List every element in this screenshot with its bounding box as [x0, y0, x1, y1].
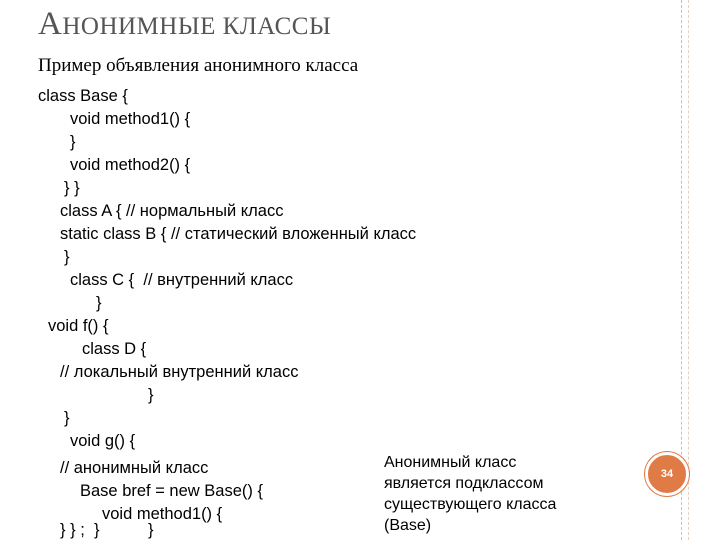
- code-line: }: [148, 386, 154, 404]
- code-line: void f() {: [48, 317, 109, 335]
- note-line: является подклассом: [384, 475, 544, 492]
- code-line: void method1() {: [70, 110, 191, 128]
- note-line: существующего класса: [384, 496, 557, 513]
- page-number-badge: 34: [645, 452, 689, 496]
- code-line: static class B { // статический вложенный класс: [60, 225, 417, 243]
- annotation-note: [384, 452, 556, 536]
- code-line: void g() {: [70, 432, 136, 450]
- code-line: class Base {: [38, 87, 128, 105]
- code-line: // локальный внутренний класс: [60, 363, 299, 381]
- note-line: (Base): [384, 517, 432, 534]
- slide-subtitle: Пример объявления анонимного класса: [38, 55, 359, 76]
- code-line: } }: [64, 179, 80, 197]
- code-line: class C { // внутренний класс: [70, 271, 294, 289]
- code-line: } } ; }: [60, 521, 100, 539]
- code-line: void method2() {: [70, 156, 191, 174]
- code-line: void method1() {: [102, 505, 223, 523]
- code-line: }: [70, 133, 76, 151]
- slide-title: [38, 6, 331, 43]
- title-rest: НОНИМНЫЕ КЛАССЫ: [62, 13, 332, 40]
- code-line: }: [64, 248, 70, 266]
- code-line: class D {: [82, 340, 147, 358]
- code-line: class A { // нормальный класс: [60, 202, 284, 220]
- code-line: // анонимный класс: [60, 459, 209, 477]
- code-line: }: [64, 409, 70, 427]
- note-line: Анонимный класс: [384, 454, 517, 471]
- code-line: }: [96, 294, 102, 312]
- code-line: Base bref = new Base() {: [80, 482, 263, 500]
- title-initial: А: [38, 6, 63, 42]
- frame-border-line: [688, 0, 689, 540]
- code-line: }: [148, 521, 154, 539]
